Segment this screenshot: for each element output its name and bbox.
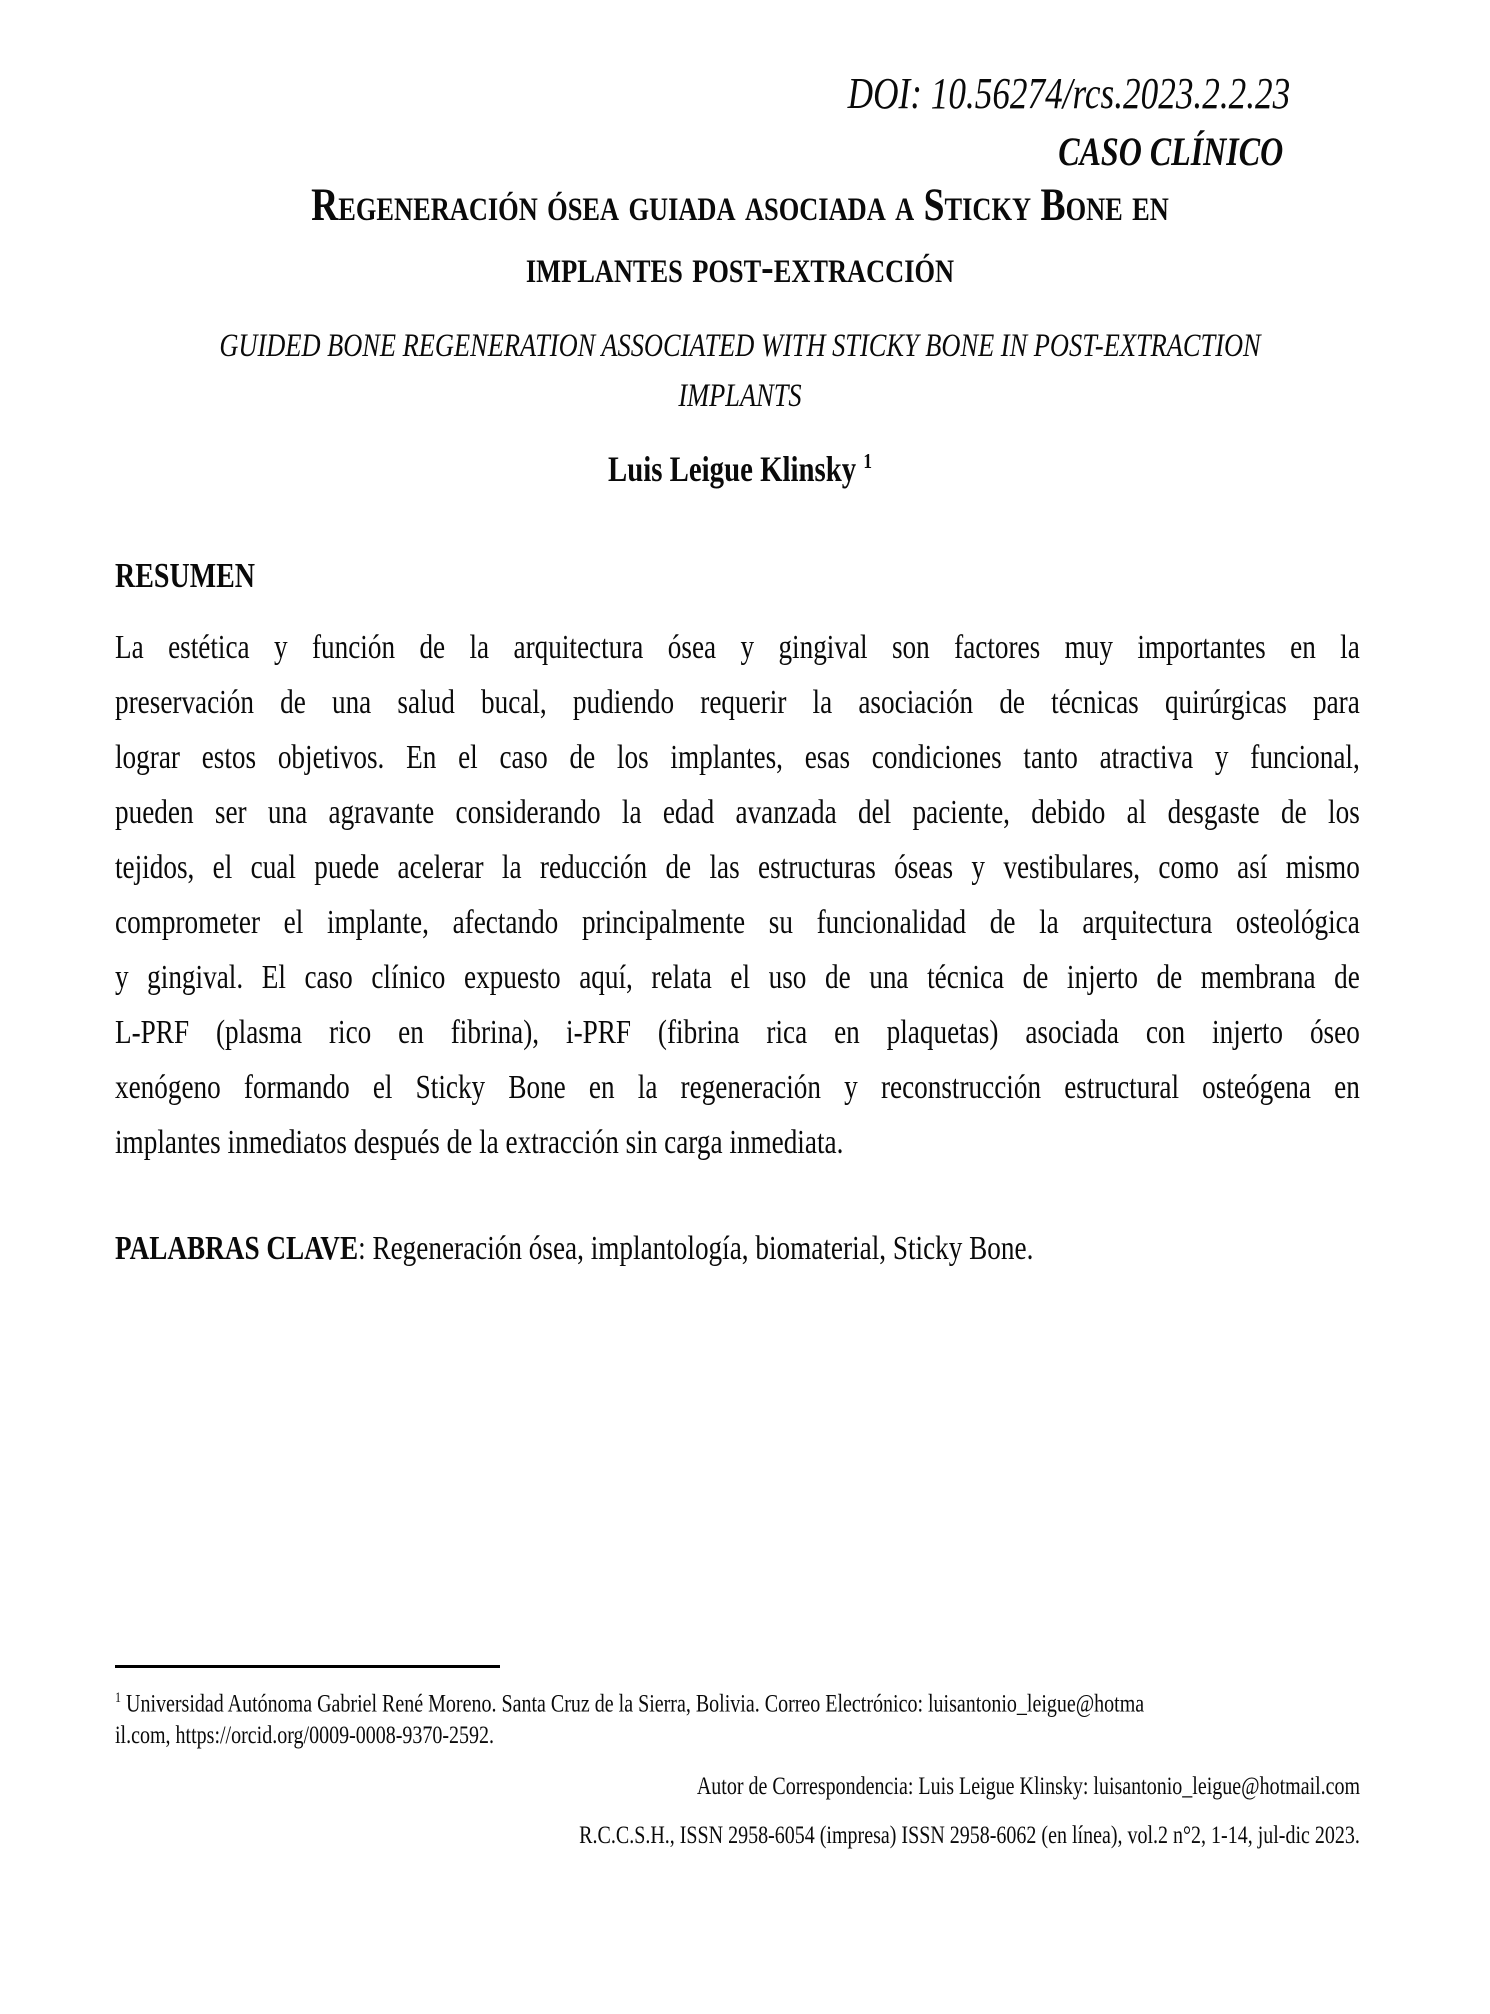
english-title-line-2: IMPLANTS xyxy=(678,378,802,414)
keywords-line xyxy=(115,1230,1033,1268)
abstract-line: y gingival. El caso clínico expuesto aquí, relata el uso de una técnica de injerto de membrana de xyxy=(115,959,1360,996)
section-label: CASO CLÍNICO xyxy=(1058,129,1283,174)
article-title-line-1: Regeneración ósea guiada asociada a Sticky Bone en xyxy=(311,179,1169,231)
citation-line: R.C.C.S.H., ISSN 2958-6054 (impresa) ISSN 2958-6062 (en línea), vol.2 n°2, 1-14, jul-dic 2023. xyxy=(579,1822,1360,1849)
abstract-line: xenógeno formando el Sticky Bone en la regeneración y reconstrucción estructural osteógena en xyxy=(115,1069,1360,1106)
article-title-line-2: implantes post-extracción xyxy=(525,241,955,293)
author-line xyxy=(144,448,1336,490)
english-title-line-1: GUIDED BONE REGENERATION ASSOCIATED WITH STICKY BONE IN POST-EXTRACTION xyxy=(219,328,1261,364)
abstract-line: lograr estos objetivos. En el caso de los implantes, esas condiciones tanto atractiva y funcional, xyxy=(115,739,1360,776)
doi-label: DOI: 10.56274/rcs.2023.2.2.23 xyxy=(847,69,1290,118)
keywords-label: PALABRAS CLAVE xyxy=(115,1230,359,1267)
correspondence-line: Autor de Correspondencia: Luis Leigue Klinsky: luisantonio_leigue@hotmail.com xyxy=(696,1773,1360,1800)
footnote-rule xyxy=(115,1665,500,1668)
keywords-text: Regeneración ósea, implantología, biomaterial, Sticky Bone. xyxy=(365,1230,1034,1267)
abstract-line: preservación de una salud bucal, pudiendo requerir la asociación de técnicas quirúrgicas para xyxy=(115,684,1360,721)
author-affiliation-mark: 1 xyxy=(863,449,872,473)
abstract-line: La estética y función de la arquitectura ósea y gingival son factores muy importantes en la xyxy=(115,629,1360,666)
abstract-heading: RESUMEN xyxy=(115,556,256,595)
footnote-mark: 1 xyxy=(115,1690,121,1706)
footnote-text-1: Universidad Autónoma Gabriel René Moreno. Santa Cruz de la Sierra, Bolivia. Correo Electrónico: luisantonio_leigue@hotma xyxy=(121,1690,1145,1718)
abstract-line: comprometer el implante, afectando principalmente su funcionalidad de la arquitectura osteológica xyxy=(115,904,1360,941)
footnote-line-1 xyxy=(115,1690,1144,1718)
abstract-line: tejidos, el cual puede acelerar la reducción de las estructuras óseas y vestibulares, como así mismo xyxy=(115,849,1360,886)
abstract-line: implantes inmediatos después de la extracción sin carga inmediata. xyxy=(115,1124,844,1161)
abstract-line: pueden ser una agravante considerando la edad avanzada del paciente, debido al desgaste de los xyxy=(115,794,1360,831)
author-name: Luis Leigue Klinsky xyxy=(608,449,857,489)
keywords-separator: : xyxy=(358,1230,366,1267)
footnote-line-2: il.com, https://orcid.org/0009-0008-9370-2592. xyxy=(115,1722,495,1749)
abstract-line: L-PRF (plasma rico en fibrina), i-PRF (fibrina rica en plaquetas) asociada con injerto óseo xyxy=(115,1014,1360,1051)
